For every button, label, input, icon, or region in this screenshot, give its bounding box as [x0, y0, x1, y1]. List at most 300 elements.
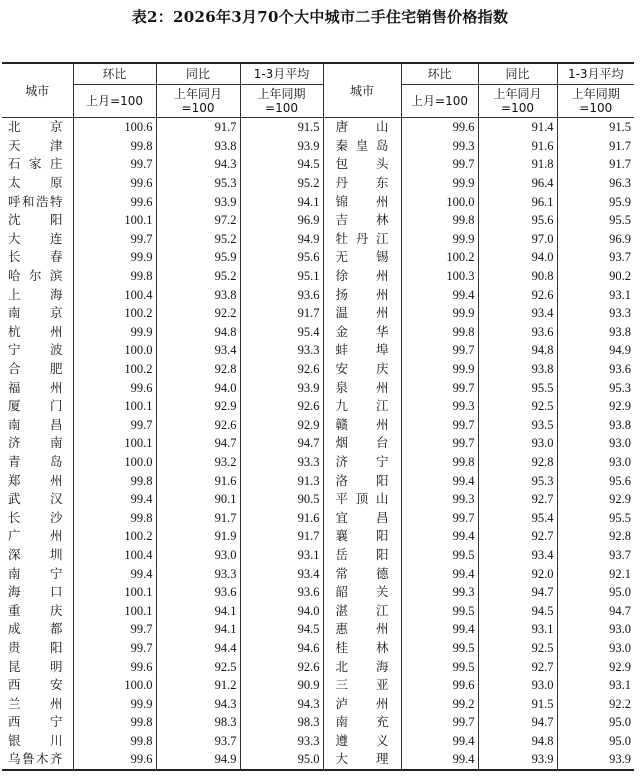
city-name-right: 岳阳 [323, 546, 401, 565]
avg-value-left: 94.6 [240, 639, 323, 658]
mom-value-left: 99.8 [73, 267, 156, 286]
yoy-value-left: 94.8 [156, 323, 240, 342]
header-mom-base-left: 上月=100 [73, 85, 156, 118]
header-mom-left: 环比 [73, 63, 156, 85]
table-row [2, 657, 634, 676]
city-name-right: 泸州 [323, 694, 401, 713]
avg-value-left: 95.0 [240, 750, 323, 770]
city-name-right: 桂林 [323, 639, 401, 658]
table-row [2, 639, 634, 658]
avg-value-left: 91.5 [240, 118, 323, 137]
mom-value-left: 99.9 [73, 694, 156, 713]
table-row [2, 564, 634, 583]
avg-value-right: 92.9 [557, 657, 634, 676]
avg-value-right: 93.3 [557, 304, 634, 323]
city-name-right: 金华 [323, 323, 401, 342]
yoy-value-left: 98.3 [156, 713, 240, 732]
city-name-right: 湛江 [323, 601, 401, 620]
header-avg-left: 1-3月平均 [240, 63, 323, 85]
avg-value-left: 91.7 [240, 527, 323, 546]
mom-value-right: 99.5 [401, 657, 478, 676]
mom-value-left: 99.8 [73, 471, 156, 490]
city-name-right: 牡丹江 [323, 230, 401, 249]
header-yoy-left: 同比 [156, 63, 240, 85]
table-row [2, 174, 634, 193]
avg-value-left: 95.1 [240, 267, 323, 286]
mom-value-left: 99.8 [73, 137, 156, 156]
mom-value-right: 99.7 [401, 416, 478, 435]
avg-value-left: 93.4 [240, 564, 323, 583]
city-name-right: 包头 [323, 155, 401, 174]
table-row [2, 341, 634, 360]
avg-value-right: 93.0 [557, 453, 634, 472]
mom-value-right: 99.4 [401, 732, 478, 751]
table-row [2, 360, 634, 379]
mom-value-left: 100.1 [73, 397, 156, 416]
yoy-value-left: 92.2 [156, 304, 240, 323]
header-city-left: 城市 [2, 63, 73, 118]
mom-value-right: 99.3 [401, 490, 478, 509]
mom-value-left: 100.2 [73, 304, 156, 323]
yoy-value-left: 93.6 [156, 583, 240, 602]
city-name-left: 哈尔滨 [2, 267, 73, 286]
city-name-right: 丹东 [323, 174, 401, 193]
mom-value-right: 99.9 [401, 304, 478, 323]
avg-value-left: 93.6 [240, 285, 323, 304]
mom-value-right: 99.7 [401, 378, 478, 397]
avg-value-left: 91.3 [240, 471, 323, 490]
yoy-value-left: 91.6 [156, 471, 240, 490]
yoy-value-right: 95.5 [478, 378, 557, 397]
yoy-value-left: 93.8 [156, 285, 240, 304]
mom-value-right: 99.3 [401, 397, 478, 416]
table-row [2, 713, 634, 732]
mom-value-left: 100.1 [73, 583, 156, 602]
mom-value-left: 99.7 [73, 620, 156, 639]
yoy-value-right: 94.7 [478, 583, 557, 602]
city-name-right: 泉州 [323, 378, 401, 397]
city-name-left: 沈阳 [2, 211, 73, 230]
city-name-left: 厦门 [2, 397, 73, 416]
city-name-right: 烟台 [323, 434, 401, 453]
city-name-right: 吉林 [323, 211, 401, 230]
city-name-left: 南昌 [2, 416, 73, 435]
table-row [2, 694, 634, 713]
avg-value-left: 90.5 [240, 490, 323, 509]
city-name-left: 呼和浩特 [2, 192, 73, 211]
yoy-value-left: 91.7 [156, 508, 240, 527]
avg-value-right: 92.2 [557, 694, 634, 713]
city-name-left: 福州 [2, 378, 73, 397]
mom-value-left: 99.7 [73, 416, 156, 435]
city-name-right: 惠州 [323, 620, 401, 639]
table-row [2, 248, 634, 267]
yoy-value-left: 91.2 [156, 676, 240, 695]
avg-value-left: 95.2 [240, 174, 323, 193]
avg-value-left: 95.4 [240, 323, 323, 342]
price-index-table [2, 62, 634, 771]
avg-value-left: 91.7 [240, 304, 323, 323]
avg-value-left: 92.6 [240, 657, 323, 676]
yoy-value-right: 96.1 [478, 192, 557, 211]
avg-value-right: 93.0 [557, 639, 634, 658]
avg-value-left: 94.3 [240, 694, 323, 713]
city-name-left: 杭州 [2, 323, 73, 342]
yoy-value-left: 93.4 [156, 341, 240, 360]
avg-value-left: 93.3 [240, 341, 323, 360]
avg-value-right: 91.5 [557, 118, 634, 137]
mom-value-left: 100.4 [73, 285, 156, 304]
mom-value-right: 99.5 [401, 546, 478, 565]
avg-value-left: 93.6 [240, 583, 323, 602]
avg-value-right: 96.3 [557, 174, 634, 193]
table-row [2, 546, 634, 565]
mom-value-right: 99.3 [401, 583, 478, 602]
city-name-left: 贵阳 [2, 639, 73, 658]
table-row [2, 676, 634, 695]
table-row [2, 192, 634, 211]
yoy-value-left: 94.1 [156, 620, 240, 639]
mom-value-left: 99.6 [73, 174, 156, 193]
yoy-value-right: 93.5 [478, 416, 557, 435]
city-name-right: 三亚 [323, 676, 401, 695]
avg-value-right: 95.6 [557, 471, 634, 490]
avg-value-left: 94.7 [240, 434, 323, 453]
city-name-right: 洛阳 [323, 471, 401, 490]
table-row [2, 583, 634, 602]
yoy-value-right: 92.5 [478, 639, 557, 658]
mom-value-right: 99.4 [401, 750, 478, 770]
yoy-value-right: 93.8 [478, 360, 557, 379]
city-name-right: 秦皇岛 [323, 137, 401, 156]
table-row [2, 155, 634, 174]
city-name-left: 大连 [2, 230, 73, 249]
header-yoy-base-left: 上年同月=100 [156, 85, 240, 118]
mom-value-right: 99.9 [401, 174, 478, 193]
table-row [2, 304, 634, 323]
header-mom-base-right: 上月=100 [401, 85, 478, 118]
yoy-value-left: 93.7 [156, 732, 240, 751]
table-row [2, 453, 634, 472]
yoy-value-right: 94.8 [478, 732, 557, 751]
mom-value-right: 99.4 [401, 527, 478, 546]
table-row [2, 378, 634, 397]
mom-value-right: 99.8 [401, 211, 478, 230]
table-row [2, 285, 634, 304]
yoy-value-left: 91.9 [156, 527, 240, 546]
avg-value-left: 92.9 [240, 416, 323, 435]
avg-value-left: 90.9 [240, 676, 323, 695]
mom-value-left: 100.6 [73, 118, 156, 137]
city-name-left: 乌鲁木齐 [2, 750, 73, 770]
mom-value-left: 100.4 [73, 546, 156, 565]
city-name-left: 海口 [2, 583, 73, 602]
city-name-left: 长沙 [2, 508, 73, 527]
city-name-right: 常德 [323, 564, 401, 583]
avg-value-right: 91.7 [557, 137, 634, 156]
avg-value-right: 92.1 [557, 564, 634, 583]
mom-value-right: 99.9 [401, 360, 478, 379]
yoy-value-left: 93.0 [156, 546, 240, 565]
header-city-right: 城市 [323, 63, 401, 118]
yoy-value-right: 95.6 [478, 211, 557, 230]
yoy-value-left: 92.8 [156, 360, 240, 379]
table-row [2, 490, 634, 509]
avg-value-left: 94.1 [240, 192, 323, 211]
mom-value-right: 99.4 [401, 620, 478, 639]
mom-value-left: 100.2 [73, 527, 156, 546]
header-mom-right: 环比 [401, 63, 478, 85]
avg-value-right: 93.0 [557, 620, 634, 639]
city-name-right: 赣州 [323, 416, 401, 435]
city-name-left: 南京 [2, 304, 73, 323]
mom-value-right: 99.8 [401, 323, 478, 342]
yoy-value-left: 94.3 [156, 694, 240, 713]
city-name-left: 广州 [2, 527, 73, 546]
yoy-value-left: 94.3 [156, 155, 240, 174]
avg-value-right: 92.9 [557, 397, 634, 416]
mom-value-left: 100.0 [73, 676, 156, 695]
city-name-left: 西安 [2, 676, 73, 695]
avg-value-left: 94.5 [240, 620, 323, 639]
avg-value-left: 94.5 [240, 155, 323, 174]
yoy-value-right: 94.7 [478, 713, 557, 732]
table-row [2, 416, 634, 435]
table-row [2, 527, 634, 546]
city-name-left: 济南 [2, 434, 73, 453]
yoy-value-right: 93.1 [478, 620, 557, 639]
avg-value-left: 93.9 [240, 137, 323, 156]
city-name-left: 石家庄 [2, 155, 73, 174]
yoy-value-left: 94.0 [156, 378, 240, 397]
mom-value-left: 99.8 [73, 732, 156, 751]
mom-value-left: 99.9 [73, 323, 156, 342]
city-name-right: 扬州 [323, 285, 401, 304]
yoy-value-right: 93.0 [478, 676, 557, 695]
yoy-value-left: 91.7 [156, 118, 240, 137]
city-name-left: 成都 [2, 620, 73, 639]
city-name-left: 青岛 [2, 453, 73, 472]
city-name-left: 上海 [2, 285, 73, 304]
table-row [2, 118, 634, 137]
mom-value-left: 99.8 [73, 508, 156, 527]
table-row [2, 601, 634, 620]
yoy-value-right: 92.7 [478, 490, 557, 509]
header-avg-right: 1-3月平均 [557, 63, 634, 85]
city-name-right: 蚌埠 [323, 341, 401, 360]
yoy-value-left: 97.2 [156, 211, 240, 230]
mom-value-left: 100.1 [73, 434, 156, 453]
avg-value-left: 95.6 [240, 248, 323, 267]
avg-value-left: 93.3 [240, 732, 323, 751]
mom-value-right: 99.7 [401, 434, 478, 453]
table-row [2, 267, 634, 286]
mom-value-right: 99.9 [401, 230, 478, 249]
city-name-left: 兰州 [2, 694, 73, 713]
avg-value-right: 93.7 [557, 546, 634, 565]
table-row [2, 620, 634, 639]
yoy-value-right: 91.8 [478, 155, 557, 174]
mom-value-left: 100.0 [73, 341, 156, 360]
mom-value-left: 99.7 [73, 155, 156, 174]
city-name-left: 长春 [2, 248, 73, 267]
avg-value-left: 92.6 [240, 360, 323, 379]
yoy-value-right: 94.8 [478, 341, 557, 360]
avg-value-right: 95.5 [557, 508, 634, 527]
header-avg-base-left: 上年同期=100 [240, 85, 323, 118]
yoy-value-left: 90.1 [156, 490, 240, 509]
city-name-left: 天津 [2, 137, 73, 156]
avg-value-right: 94.7 [557, 601, 634, 620]
mom-value-right: 99.7 [401, 341, 478, 360]
yoy-value-left: 94.9 [156, 750, 240, 770]
yoy-value-right: 90.8 [478, 267, 557, 286]
yoy-value-right: 92.7 [478, 527, 557, 546]
mom-value-left: 100.0 [73, 453, 156, 472]
yoy-value-right: 92.5 [478, 397, 557, 416]
avg-value-left: 92.6 [240, 397, 323, 416]
mom-value-right: 99.7 [401, 508, 478, 527]
yoy-value-left: 95.9 [156, 248, 240, 267]
mom-value-right: 99.8 [401, 453, 478, 472]
city-name-right: 徐州 [323, 267, 401, 286]
avg-value-right: 94.9 [557, 341, 634, 360]
yoy-value-left: 93.8 [156, 137, 240, 156]
table-row [2, 434, 634, 453]
yoy-value-right: 95.3 [478, 471, 557, 490]
yoy-value-right: 96.4 [478, 174, 557, 193]
mom-value-right: 99.6 [401, 118, 478, 137]
yoy-value-left: 93.9 [156, 192, 240, 211]
avg-value-left: 93.1 [240, 546, 323, 565]
avg-value-right: 95.0 [557, 732, 634, 751]
city-name-right: 宜昌 [323, 508, 401, 527]
avg-value-right: 93.7 [557, 248, 634, 267]
yoy-value-left: 95.2 [156, 267, 240, 286]
city-name-left: 昆明 [2, 657, 73, 676]
mom-value-left: 100.2 [73, 360, 156, 379]
table-row [2, 471, 634, 490]
mom-value-right: 99.4 [401, 285, 478, 304]
table-row [2, 732, 634, 751]
yoy-value-left: 93.2 [156, 453, 240, 472]
yoy-value-right: 92.8 [478, 453, 557, 472]
avg-value-right: 96.9 [557, 230, 634, 249]
yoy-value-right: 93.4 [478, 546, 557, 565]
avg-value-right: 93.9 [557, 750, 634, 770]
avg-value-left: 94.0 [240, 601, 323, 620]
mom-value-right: 99.6 [401, 676, 478, 695]
city-name-right: 九江 [323, 397, 401, 416]
city-name-right: 大理 [323, 750, 401, 770]
mom-value-left: 99.6 [73, 378, 156, 397]
city-name-left: 银川 [2, 732, 73, 751]
city-name-left: 深圳 [2, 546, 73, 565]
city-name-right: 南充 [323, 713, 401, 732]
avg-value-left: 94.9 [240, 230, 323, 249]
mom-value-left: 99.6 [73, 657, 156, 676]
yoy-value-right: 92.6 [478, 285, 557, 304]
mom-value-left: 99.9 [73, 248, 156, 267]
yoy-value-left: 92.5 [156, 657, 240, 676]
mom-value-right: 99.3 [401, 137, 478, 156]
city-name-left: 武汉 [2, 490, 73, 509]
avg-value-right: 93.1 [557, 285, 634, 304]
avg-value-right: 95.9 [557, 192, 634, 211]
mom-value-left: 99.4 [73, 564, 156, 583]
city-name-right: 济宁 [323, 453, 401, 472]
mom-value-right: 100.3 [401, 267, 478, 286]
city-name-left: 郑州 [2, 471, 73, 490]
mom-value-right: 99.4 [401, 471, 478, 490]
mom-value-right: 99.4 [401, 564, 478, 583]
mom-value-right: 99.7 [401, 155, 478, 174]
mom-value-left: 99.4 [73, 490, 156, 509]
yoy-value-left: 94.7 [156, 434, 240, 453]
city-name-right: 北海 [323, 657, 401, 676]
avg-value-right: 91.7 [557, 155, 634, 174]
yoy-value-right: 93.0 [478, 434, 557, 453]
city-name-left: 重庆 [2, 601, 73, 620]
header-yoy-right: 同比 [478, 63, 557, 85]
table-row [2, 211, 634, 230]
table-row [2, 230, 634, 249]
avg-value-right: 95.5 [557, 211, 634, 230]
avg-value-left: 96.9 [240, 211, 323, 230]
table-row [2, 397, 634, 416]
city-name-right: 遵义 [323, 732, 401, 751]
city-name-right: 襄阳 [323, 527, 401, 546]
header-avg-base-right: 上年同期=100 [557, 85, 634, 118]
yoy-value-right: 91.6 [478, 137, 557, 156]
avg-value-right: 95.0 [557, 583, 634, 602]
avg-value-left: 93.9 [240, 378, 323, 397]
avg-value-left: 98.3 [240, 713, 323, 732]
yoy-value-right: 94.0 [478, 248, 557, 267]
city-name-right: 温州 [323, 304, 401, 323]
mom-value-right: 99.7 [401, 713, 478, 732]
avg-value-right: 93.1 [557, 676, 634, 695]
yoy-value-right: 94.5 [478, 601, 557, 620]
table-row [2, 137, 634, 156]
city-name-left: 西宁 [2, 713, 73, 732]
avg-value-right: 95.3 [557, 378, 634, 397]
yoy-value-right: 91.4 [478, 118, 557, 137]
mom-value-right: 100.2 [401, 248, 478, 267]
yoy-value-right: 93.4 [478, 304, 557, 323]
yoy-value-right: 92.0 [478, 564, 557, 583]
avg-value-right: 93.0 [557, 434, 634, 453]
yoy-value-left: 94.1 [156, 601, 240, 620]
yoy-value-right: 97.0 [478, 230, 557, 249]
avg-value-left: 93.3 [240, 453, 323, 472]
yoy-value-right: 93.6 [478, 323, 557, 342]
mom-value-left: 99.8 [73, 713, 156, 732]
table-row [2, 750, 634, 770]
yoy-value-right: 92.7 [478, 657, 557, 676]
city-name-right: 韶关 [323, 583, 401, 602]
mom-value-right: 100.0 [401, 192, 478, 211]
avg-value-right: 92.9 [557, 490, 634, 509]
city-name-right: 安庆 [323, 360, 401, 379]
avg-value-left: 91.6 [240, 508, 323, 527]
table-row [2, 508, 634, 527]
table-body [2, 118, 634, 770]
avg-value-right: 90.2 [557, 267, 634, 286]
city-name-right: 唐山 [323, 118, 401, 137]
city-name-left: 宁波 [2, 341, 73, 360]
avg-value-right: 93.8 [557, 416, 634, 435]
